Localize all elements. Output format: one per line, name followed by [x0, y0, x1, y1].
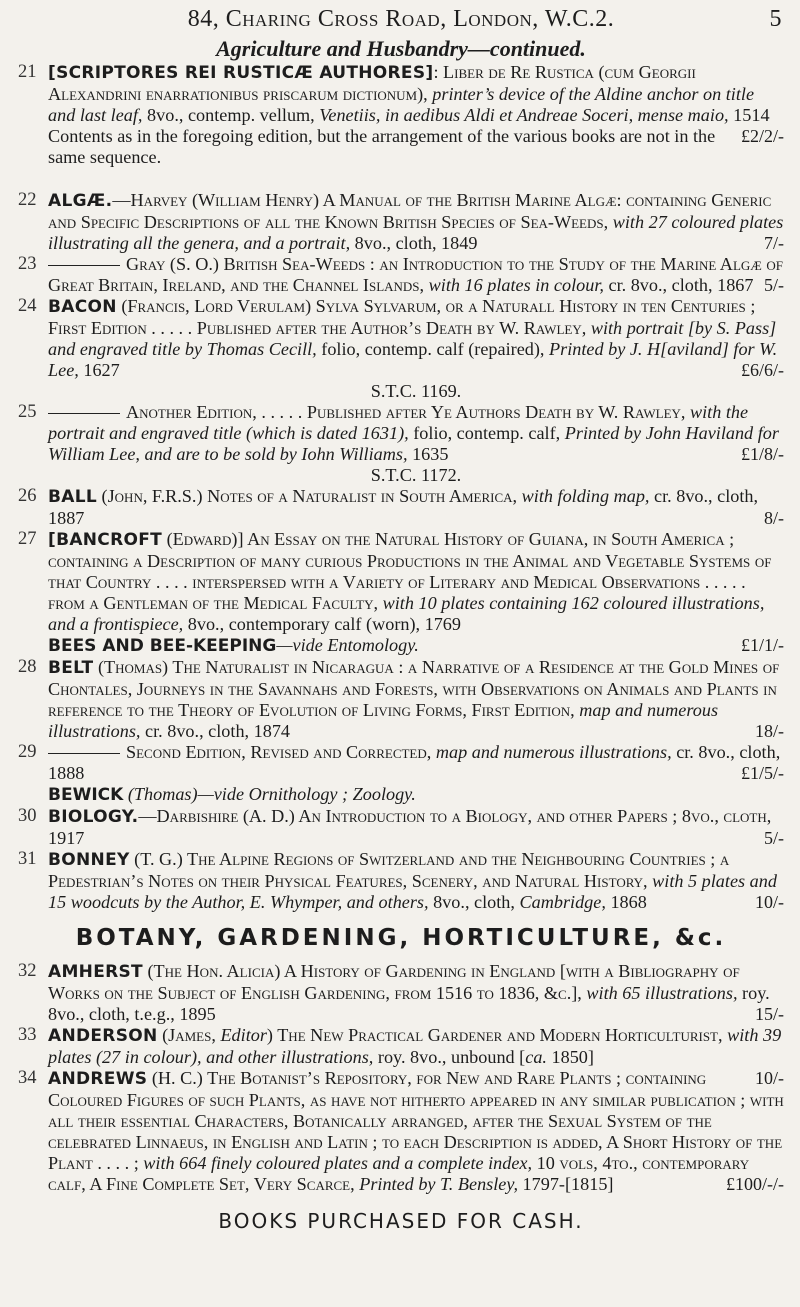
- entry-heading: AMHERST: [48, 962, 143, 982]
- entry-number: 29: [18, 742, 37, 762]
- entry-number: 34: [18, 1068, 37, 1088]
- entry-price: 10/-: [755, 1068, 784, 1088]
- entry-heading: BONNEY: [48, 850, 130, 870]
- entry-text-italic: map and numerous illustrations,: [48, 700, 719, 741]
- entry-text-italic: ca.: [525, 1047, 547, 1067]
- entry-21: [18, 62, 784, 168]
- entry-imprint: Venetiis, in aedibus Aldi et Andreae Soceri, mense maio,: [319, 105, 734, 125]
- ditto-rule: [48, 265, 120, 266]
- entry-text-italic: with 27 coloured plates illustrating all the genera, and a portrait,: [48, 212, 784, 253]
- entry-imprint: Printed by John Haviland for William Lee, and are to be sold by Iohn Williams,: [48, 423, 779, 464]
- entry-number: 30: [18, 806, 37, 826]
- entry-32: [18, 961, 784, 1025]
- entry-25: [18, 402, 784, 486]
- catalogue-page: [18, 0, 784, 1233]
- page-number: 5: [769, 6, 782, 32]
- entry-text: (James,: [157, 1025, 221, 1045]
- entry-22: [18, 190, 784, 254]
- footer-notice: BOOKS PURCHASED FOR CASH.: [218, 1209, 584, 1233]
- entry-date: 1868: [610, 892, 647, 912]
- ditto-rule: [48, 413, 120, 414]
- entry-price: 8/-: [764, 508, 784, 528]
- entry-text: cr. 8vo., cloth, 1874: [145, 721, 291, 741]
- entry-price: £2/2/-: [741, 126, 784, 146]
- entry-number: 24: [18, 296, 37, 316]
- entry-date: 1514: [733, 105, 770, 125]
- entry-number: 21: [18, 62, 37, 82]
- entry-text: 10 vols, 4to., contemporary calf, A Fine Complete Set, Very Scarce,: [48, 1153, 750, 1194]
- entry-price: 15/-: [755, 1004, 784, 1024]
- entry-text: Gray (S. O.) British Sea-Weeds : an Introduction to the Study of the Marine Algæ of Great Britain, Ireland, and the Channel Islands,: [48, 254, 784, 295]
- entry-number: 23: [18, 254, 37, 274]
- entry-text-italic: with 10 plates containing 162 coloured illustrations, and a frontispiece,: [48, 593, 765, 634]
- entry-price: 18/-: [755, 721, 784, 741]
- entry-text: —Darbishire (A. D.) An Introduction to a Biology, and other Papers ; 8vo., cloth, 1917: [48, 806, 772, 848]
- entry-text: Second Edition, Revised and Corrected,: [126, 742, 436, 762]
- entry-price: £1/1/-: [741, 635, 784, 655]
- entry-imprint: Cambridge,: [519, 892, 611, 912]
- entry-23: [18, 254, 784, 296]
- entry-heading: ANDREWS: [48, 1069, 148, 1089]
- entry-imprint: Printed by J. H[aviland] for W. Lee,: [48, 339, 778, 380]
- entry-text: (John, F.R.S.) Notes of a Naturalist in South America,: [96, 486, 522, 506]
- stc-reference: S.T.C. 1169.: [370, 381, 462, 401]
- entry-text: folio, contemp. calf,: [413, 423, 565, 443]
- entry-date: 1635: [412, 444, 449, 464]
- entry-text-italic: with 65 illustrations,: [586, 983, 743, 1003]
- entry-note: Contents as in the foregoing edition, but the arrangement of the various books are not in the same sequence.: [48, 126, 716, 167]
- entry-text: —Harvey (William Henry) A Manual of the British Marine Algæ: containing Generic and Specific Descriptions of all the Known British Species of Sea-Weeds,: [48, 190, 772, 232]
- entry-number: 32: [18, 961, 37, 981]
- entry-text: (T. G.) The Alpine Regions of Switzerland and the Neighbouring Countries ; a Pedestrian’s Notes on their Physical Features, Scenery, and Natural History,: [48, 849, 730, 891]
- entry-date: 1797-[1815]: [522, 1174, 614, 1194]
- entry-price: £1/8/-: [741, 444, 784, 464]
- section-continued-heading: Agriculture and Husbandry—continued.: [216, 36, 586, 61]
- entry-24: [18, 296, 784, 402]
- crossref-heading: BEES AND BEE-KEEPING: [48, 636, 277, 656]
- entry-text: (H. C.) The Botanist’s Repository, for New and Rare Plants ; containing Coloured Figures of such Plants, as have not hitherto appeared in any similar publication ; with all their essential Characters, Botanically arranged, after the Sexual System of the celebrated Linnaeus, in English and Latin ; to each Description is added, A Short History of the Plant . . . . ;: [48, 1068, 784, 1173]
- entry-heading: BELT: [48, 658, 94, 678]
- running-head-text: 84, Charing Cross Road, London, W.C.2.: [187, 6, 615, 32]
- entry-text-italic: with 664 finely coloured plates and a complete index,: [143, 1153, 537, 1173]
- entry-heading: ALGÆ.: [48, 191, 113, 211]
- entry-text: roy. 8vo., cloth, t.e.g., 1895: [48, 983, 770, 1024]
- entry-text: roy. 8vo., unbound [: [377, 1047, 526, 1067]
- entry-heading: ANDERSON: [48, 1026, 158, 1046]
- entry-34: [18, 1068, 784, 1195]
- entry-number: 25: [18, 402, 37, 422]
- entry-heading: BALL: [48, 487, 97, 507]
- entry-text: folio, contemp. calf (repaired),: [321, 339, 550, 359]
- entry-text: cr. 8vo., cloth, 1888: [48, 742, 781, 783]
- entry-text: ) The New Practical Gardener and Modern Horticulturist,: [266, 1025, 728, 1045]
- entry-text-italic: with 39 plates (27 in colour), and other illustrations,: [48, 1025, 782, 1067]
- entry-number: 31: [18, 849, 37, 869]
- crossref-bees: [18, 635, 784, 657]
- entry-text: (The Hon. Alicia) A History of Gardening in England [with a Bibliography of Works on the Subject of English Gardening, from 1516 to 1836, &c.],: [48, 961, 740, 1003]
- entry-heading: BACON: [48, 297, 117, 317]
- entry-text: (Thomas) The Naturalist in Nicaragua : a Narrative of a Residence at the Gold Mines of Chontales, Journeys in the Savannahs and Forests, with Observations on Animals and Plants in reference to the Theory of Evolution of Living Forms, First Edition,: [48, 657, 780, 720]
- entry-28: [18, 657, 784, 742]
- entry-text: Another Edition, . . . . . Published after Ye Authors Death by W. Rawley,: [126, 402, 690, 422]
- entry-text-italic: with folding map,: [521, 486, 655, 506]
- entry-text: cr. 8vo., cloth, 1867: [608, 275, 754, 295]
- entry-price: £100/-/-: [726, 1174, 784, 1194]
- entry-number: 22: [18, 190, 37, 210]
- crossref-text: (Thomas)—vide Ornithology ; Zoology.: [123, 784, 416, 804]
- entry-text: 8vo., contemp. vellum,: [147, 105, 320, 125]
- entry-number: 33: [18, 1025, 37, 1045]
- entry-text: 8vo., contemporary calf (worn), 1769: [187, 614, 461, 634]
- entry-31: [18, 849, 784, 913]
- entry-29: [18, 742, 784, 784]
- entry-heading: [SCRIPTORES REI RUSTICÆ AUTHORES]: [48, 63, 434, 83]
- entry-text: (Edward)] An Essay on the Natural History of Guiana, in South America ; containing a Description of many curious Productions in the Animal and Vegetable Systems of that Country . . . . interspersed with a Variety of Literary and Medical Observations . . . . . from a Gentleman of the Medical Faculty,: [48, 529, 772, 613]
- entry-heading: BIOLOGY.: [48, 807, 139, 827]
- entry-text-italic: with portrait [by S. Pass] and engraved title by Thomas Cecill,: [48, 318, 777, 359]
- crossref-heading: BEWICK: [48, 785, 124, 805]
- entry-text: 8vo., cloth,: [433, 892, 520, 912]
- section-title: BOTANY, GARDENING, HORTICULTURE, &c.: [75, 925, 727, 951]
- entry-30: [18, 806, 784, 849]
- entry-number: 28: [18, 657, 37, 677]
- entry-text-italic: printer’s device of the Aldine anchor on title and last leaf,: [48, 84, 755, 125]
- entry-text: 1850]: [546, 1047, 594, 1067]
- entry-price: 7/-: [764, 233, 784, 253]
- entry-text: 8vo., cloth, 1849: [354, 233, 478, 253]
- entry-heading: [BANCROFT: [48, 530, 163, 550]
- stc-reference: S.T.C. 1172.: [370, 465, 462, 485]
- entry-26: [18, 486, 784, 529]
- entry-text-italic: with 5 plates and 15 woodcuts by the Author, E. Whymper, and others,: [48, 871, 777, 912]
- crossref-text: —vide Entomology.: [276, 635, 419, 655]
- entry-number: 26: [18, 486, 37, 506]
- entry-text: (Francis, Lord Verulam) Sylva Sylvarum, or a Naturall History in ten Centuries ; First Edition . . . . . Published after the Author’s Death by W. Rawley,: [48, 296, 756, 338]
- entry-price: £1/5/-: [741, 763, 784, 783]
- entry-date: 1627: [83, 360, 120, 380]
- entry-number: 27: [18, 529, 37, 549]
- entry-text: cr. 8vo., cloth, 1887: [48, 486, 759, 528]
- ditto-rule: [48, 753, 120, 754]
- running-head: [18, 0, 784, 36]
- entry-text-italic: map and numerous illustrations,: [435, 742, 677, 762]
- entry-price: 10/-: [755, 892, 784, 912]
- entry-text-italic: with 16 plates in colour,: [428, 275, 609, 295]
- entry-imprint: Printed by T. Bensley,: [359, 1174, 523, 1194]
- entry-price: 5/-: [764, 275, 784, 295]
- entry-price: 5/-: [764, 828, 784, 848]
- entry-text: : Liber de Re Rustica (cum Georgii Alexandrini enarrationibus priscarum dictionum),: [48, 62, 696, 104]
- entry-text-italic: Editor: [220, 1025, 267, 1045]
- entry-text-italic: with the portrait and engraved title (which is dated 1631),: [48, 402, 749, 443]
- crossref-bewick: [18, 784, 784, 806]
- entry-price: £6/6/-: [741, 360, 784, 380]
